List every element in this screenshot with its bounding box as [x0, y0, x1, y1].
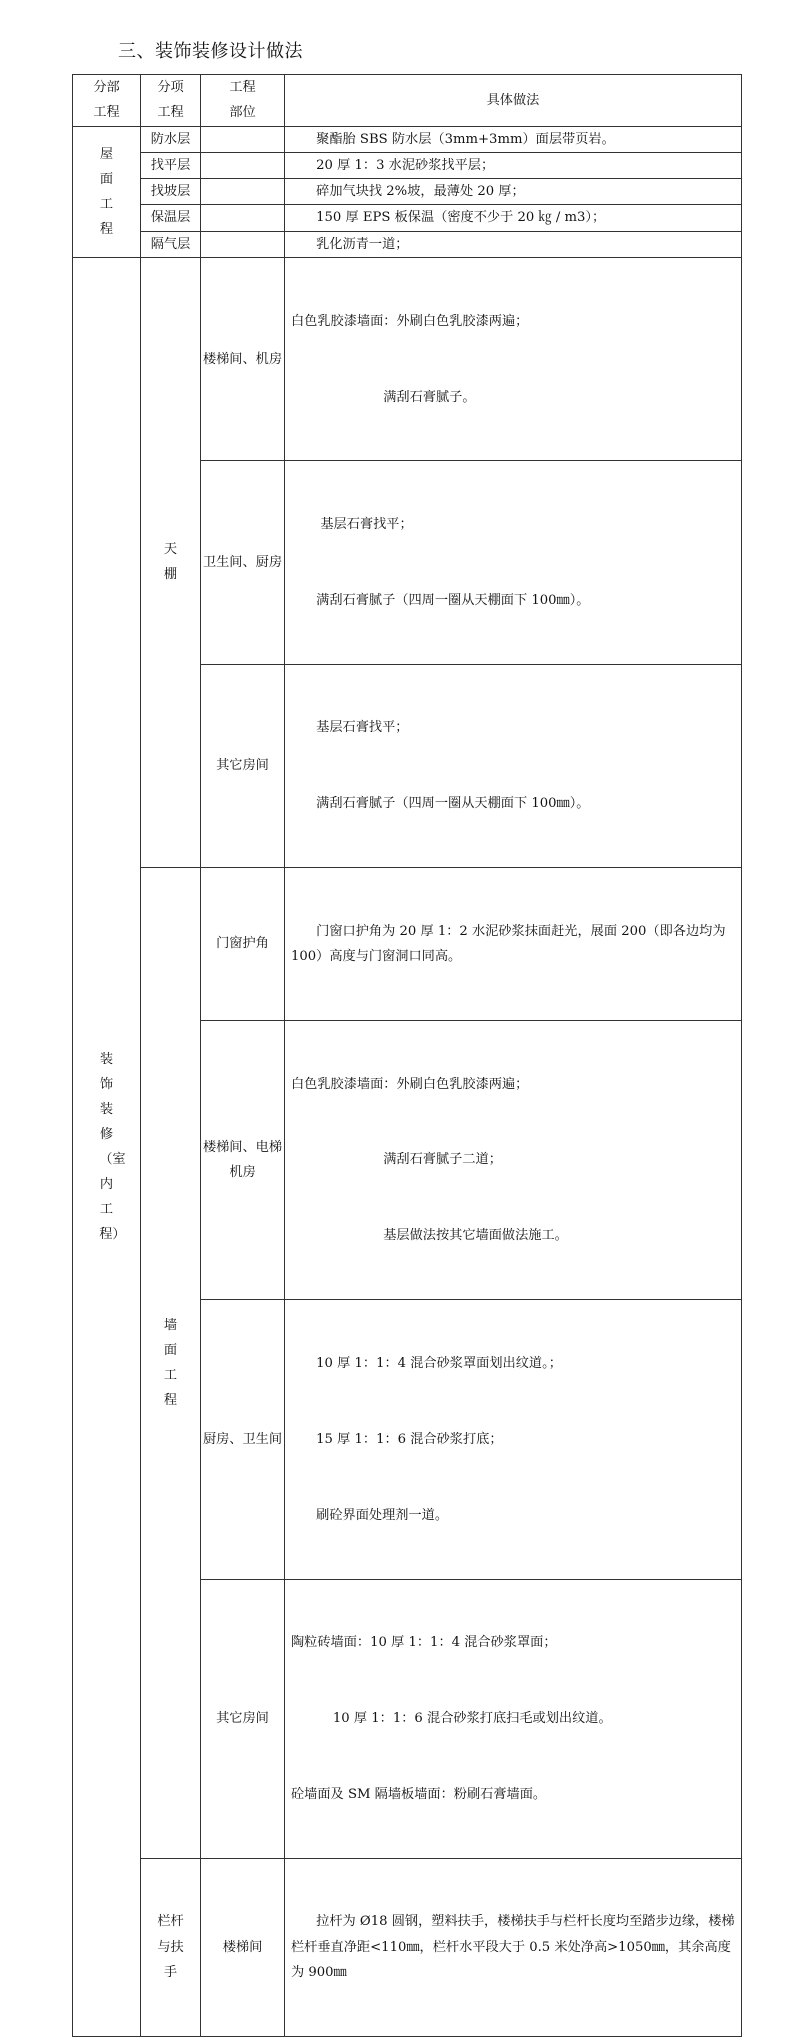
- item-cell: 找平层: [141, 152, 201, 178]
- method-cell: 基层石膏找平； 满刮石膏腻子（四周一圈从天棚面下 100㎜）。: [285, 664, 742, 867]
- location-cell: [201, 126, 285, 152]
- item-cell: 防水层: [141, 126, 201, 152]
- method-cell: 白色乳胶漆墙面：外刷白色乳胶漆两遍； 满刮石膏腻子。: [285, 258, 742, 461]
- table-row: [73, 868, 742, 1021]
- item-wall: 墙面工程: [141, 868, 201, 1859]
- item-cell: 保温层: [141, 205, 201, 231]
- method-cell: 陶粒砖墙面：10 厚 1：1：4 混合砂浆罩面； 10 厚 1：1：6 混合砂浆打底扫毛或划出纹道。 砼墙面及 SM 隔墙板墙面：粉刷石膏墙面。: [285, 1579, 742, 1858]
- table-row: [73, 231, 742, 257]
- item-ceiling: 天棚: [141, 258, 201, 868]
- table-row: [73, 1858, 742, 2036]
- category-decoration: 装饰装修（室内工程）: [73, 258, 141, 2037]
- method-cell: 10 厚 1：1：4 混合砂浆罩面划出纹道。； 15 厚 1：1：6 混合砂浆打底； 刷砼界面处理剂一道。: [285, 1300, 742, 1579]
- location-cell: [201, 152, 285, 178]
- location-cell: 楼梯间、电梯机房: [201, 1020, 285, 1299]
- method-cell: 门窗口护角为 20 厚 1：2 水泥砂浆抹面赶光，展面 200（即各边均为 100）高度与门窗洞口同高。: [285, 868, 742, 1021]
- item-railing: 栏杆与扶手: [141, 1858, 201, 2036]
- method-cell: 白色乳胶漆墙面：外刷白色乳胶漆两遍； 满刮石膏腻子二道； 基层做法按其它墙面做法施工。: [285, 1020, 742, 1299]
- header-item: 分项 工程: [141, 75, 201, 127]
- section-heading: 三、装饰装修设计做法: [118, 41, 303, 62]
- location-cell: 楼梯间: [201, 1858, 285, 2036]
- location-cell: 门窗护角: [201, 868, 285, 1021]
- method-cell: 乳化沥青一道；: [285, 231, 742, 257]
- header-location: 工程 部位: [201, 75, 285, 127]
- location-cell: 卫生间、厨房: [201, 461, 285, 664]
- method-cell: 150 厚 EPS 板保温（密度不少于 20 ㎏ / m3）；: [285, 205, 742, 231]
- location-cell: 楼梯间、机房: [201, 258, 285, 461]
- method-cell: 20 厚 1：3 水泥砂浆找平层；: [285, 152, 742, 178]
- location-cell: [201, 205, 285, 231]
- method-cell: 基层石膏找平； 满刮石膏腻子（四周一圈从天棚面下 100㎜）。: [285, 461, 742, 664]
- location-cell: [201, 231, 285, 257]
- table-row: [73, 179, 742, 205]
- location-cell: 厨房、卫生间: [201, 1300, 285, 1579]
- location-cell: 其它房间: [201, 664, 285, 867]
- header-method: 具体做法: [285, 75, 742, 127]
- item-cell: 隔气层: [141, 231, 201, 257]
- table-row: [73, 258, 742, 461]
- decoration-spec-table: [72, 74, 742, 2037]
- table-row: [73, 205, 742, 231]
- location-cell: 其它房间: [201, 1579, 285, 1858]
- location-cell: [201, 179, 285, 205]
- table-row: [73, 126, 742, 152]
- category-roof: 屋面工程: [73, 126, 141, 257]
- method-cell: 拉杆为 Ø18 圆钢，塑料扶手，楼梯扶手与栏杆长度均至踏步边缘，楼梯栏杆垂直净距<110㎜，栏杆水平段大于 0.5 米处净高>1050㎜，其余高度为 900㎜: [285, 1858, 742, 2036]
- table-row: [73, 152, 742, 178]
- header-division: 分部 工程: [73, 75, 141, 127]
- item-cell: 找坡层: [141, 179, 201, 205]
- method-cell: 碎加气块找 2%坡，最薄处 20 厚；: [285, 179, 742, 205]
- table-header-row: [73, 75, 742, 127]
- method-cell: 聚酯胎 SBS 防水层（3mm+3mm）面层带页岩。: [285, 126, 742, 152]
